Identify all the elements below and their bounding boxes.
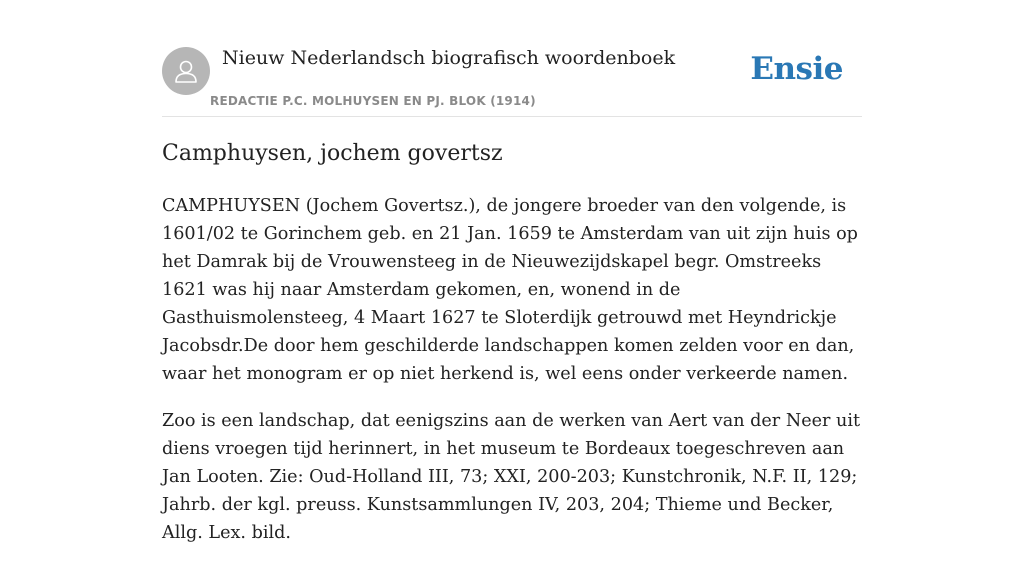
entry-body	[162, 192, 862, 566]
entry-title: Camphuysen, jochem govertsz	[162, 141, 503, 166]
user-silhouette-icon	[172, 57, 200, 85]
page-container	[162, 0, 862, 543]
ensie-logo[interactable]: Ensie	[750, 51, 843, 87]
entry-paragraph: Zoo is een landschap, dat eenigszins aan de werken van Aert van der Neer uit diens vroegen tijd herinnert, in het museum te Bordeaux toegeschreven aan Jan Looten. Zie: Oud-Holland III, 73; XXI, 200-203; Kunstchronik, N.F. II, 129; Jahrb. der kgl. preuss. Kunstsammlungen IV, 203, 204; Thieme und Becker, Allg. Lex. bild.	[162, 411, 861, 543]
avatar[interactable]	[162, 47, 210, 95]
book-title[interactable]: Nieuw Nederlandsch biografisch woordenboek	[222, 47, 676, 69]
header	[162, 0, 862, 117]
editors-credit: REDACTIE P.C. MOLHUYSEN EN PJ. BLOK (1914)	[210, 94, 536, 108]
entry-paragraph: CAMPHUYSEN (Jochem Govertsz.), de jongere broeder van den volgende, is 1601/02 te Gorinchem geb. en 21 Jan. 1659 te Amsterdam van uit zijn huis op het Damrak bij de Vrouwensteeg in de Nieuwezijdskapel begr. Omstreeks 1621 was hij naar Amsterdam gekomen, en, wonend in de Gasthuismolensteeg, 4 Maart 1627 te Sloterdijk getrouwd met Heyndrickje Jacobsdr.De door hem geschilderde landschappen komen zelden voor en dan, waar het monogram er op niet herkend is, wel eens onder verkeerde namen.	[162, 196, 858, 384]
